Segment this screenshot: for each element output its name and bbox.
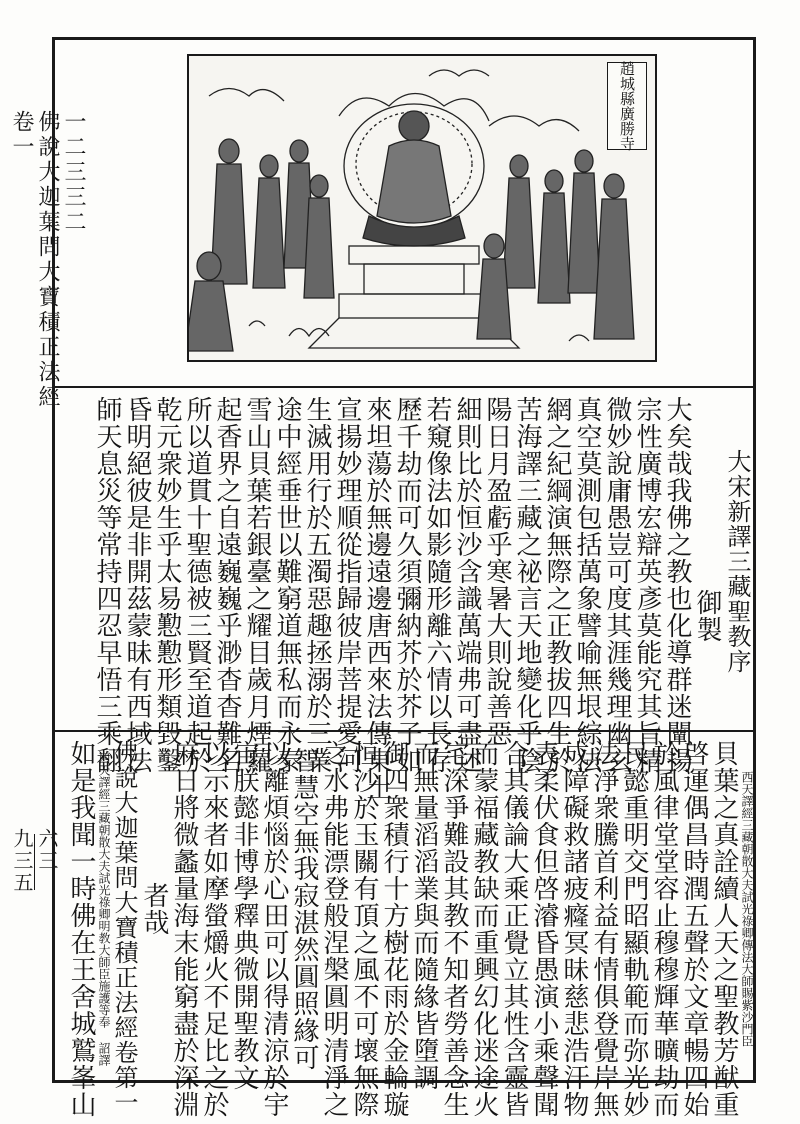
body-column: 麻日將微蠡量海末能窮盡於深淵	[169, 740, 199, 1118]
translator-credit: 西天譯經三藏朝散大夫試光祿卿明教大師臣施護等奉 詔譯	[97, 752, 111, 1066]
preface-column: 苦海譯三藏之祕言天地變化乎陰	[512, 396, 542, 774]
body-column: 民懿重明交門昭顯軌範而弥光妙	[619, 740, 649, 1118]
body-column: 合其儀論大乘正覺立其性含靈皆	[499, 740, 529, 1118]
body-column: 貝葉之真詮續人天之聖教芳猷重	[709, 740, 739, 1118]
body-column: 智慧空無我寂湛然圓照緣可	[289, 747, 319, 1071]
body-column: 以離煩惱於心田可以得清涼於宇	[259, 740, 289, 1118]
body-column: 以示來者如摩螢爝火不足比之於	[199, 740, 229, 1118]
body-column: 恒沙於玉關有頂之風不可壞無際	[349, 740, 379, 1118]
body-column: 而無量滔滔業與而隨緣皆墮調	[409, 740, 439, 1091]
preface-column: 網之紀綱演無際之正教拔四生於	[542, 396, 572, 774]
page-number-left: 六三	[35, 828, 59, 872]
body-section	[66, 740, 754, 1118]
preface-column: 師天息災等常持四忍早悟三乘翻	[92, 396, 122, 774]
body-column: 宅深爭難設其教不知者勞善念生	[439, 740, 469, 1118]
preface-column: 起香界之自遠巍巍乎渺杳杳難名	[212, 396, 242, 774]
volume-label: 卷一	[9, 110, 34, 160]
body-column: 表柔伏食但啓濬昏愚演小乘聲聞	[529, 740, 559, 1118]
preface-column: 乾元衆妙生乎太易懃懃形類毀鑿	[152, 396, 182, 774]
body-column: 成障礙救諸疲癃冥昧慈悲浩汗物	[559, 740, 589, 1118]
preface-column: 微妙說庸愚豈可度其涯幾理幽玄	[602, 396, 632, 774]
body-column: 而蒙福藏教缺而重興幻化迷途火	[469, 740, 499, 1118]
body-column: 啓運偶昌時潤五聲於文章暢四始	[679, 740, 709, 1118]
preface-column: 細則比於恒沙含識萬端弗可盡述	[452, 396, 482, 774]
preface-column: 昏明絕彼是非開茲蒙昧有西域法	[122, 396, 152, 774]
frontispiece-illustration	[187, 54, 657, 362]
body-column: 於風律堂堂容止穆穆輝華曠劫而	[649, 740, 679, 1118]
translator-note: 西天譯經三藏朝散大夫試光祿卿傳法大師賜紫沙門臣	[740, 771, 754, 1047]
preface-column: 若窺像法如影隨形離六情以長存	[422, 396, 452, 774]
preface-column: 陽日月盈虧乎寒暑大則說善惡	[482, 396, 512, 747]
preface-column: 宗性廣博宏辯英彥莫能究其旨精	[632, 396, 662, 774]
preface-section	[81, 396, 753, 801]
sutra-number: 一二三三二	[61, 110, 86, 235]
imperial-author: 御製	[692, 589, 722, 643]
preface-column: 大矣哉我佛之教也化導群迷闡揚	[662, 396, 692, 774]
preface-column: 歷千劫而可久須彌納芥於芥子如	[392, 396, 422, 774]
body-column: 之水弗能漂登般涅槃圓明清淨之	[319, 740, 349, 1118]
page-number-right: 九三五	[10, 828, 34, 894]
body-column: 宙朕懿非博學釋典微開聖教文	[229, 740, 259, 1091]
page-frame	[52, 37, 756, 1118]
preface-column: 雪山貝葉若銀臺之耀目歲月煙蘿	[242, 396, 272, 774]
divider-upper	[55, 386, 753, 388]
preface-column: 來坦蕩於無邊遠邊唐西來法傳東土	[362, 396, 392, 801]
buddha-assembly-drawing	[189, 56, 657, 362]
preface-column: 所以道貫十聖德被三賢至道起於	[182, 396, 212, 774]
preface-column: 生滅用行於五濁惡趣拯溺於三業	[302, 396, 332, 774]
body-column: 法淨衆騰首利益有情俱登覺岸無	[589, 740, 619, 1118]
sutra-heading: 佛說大迦葉問大寶積正法經卷第一	[110, 740, 138, 1115]
body-column-end: 者哉	[139, 882, 169, 936]
preface-column: 真空莫測包括萬象譬喻無垠綜法	[572, 396, 602, 774]
sutra-title: 佛說大迦葉問大寶積正法經	[35, 110, 60, 410]
sutra-opening-line: 如是我聞一時佛在王舍城鷲峯山	[66, 740, 96, 1118]
body-column: 御四衆積行十方樹花雨於金輪璇	[379, 740, 409, 1118]
preface-column: 宣揚妙理順從指歸彼岸菩提愛河	[332, 396, 362, 774]
preface-title: 大宋新譯三藏聖教序	[723, 448, 751, 674]
preface-column: 途中經垂世以難窮道無私而永泰	[272, 396, 302, 774]
temple-caption: 趙城縣廣勝寺	[607, 62, 647, 150]
